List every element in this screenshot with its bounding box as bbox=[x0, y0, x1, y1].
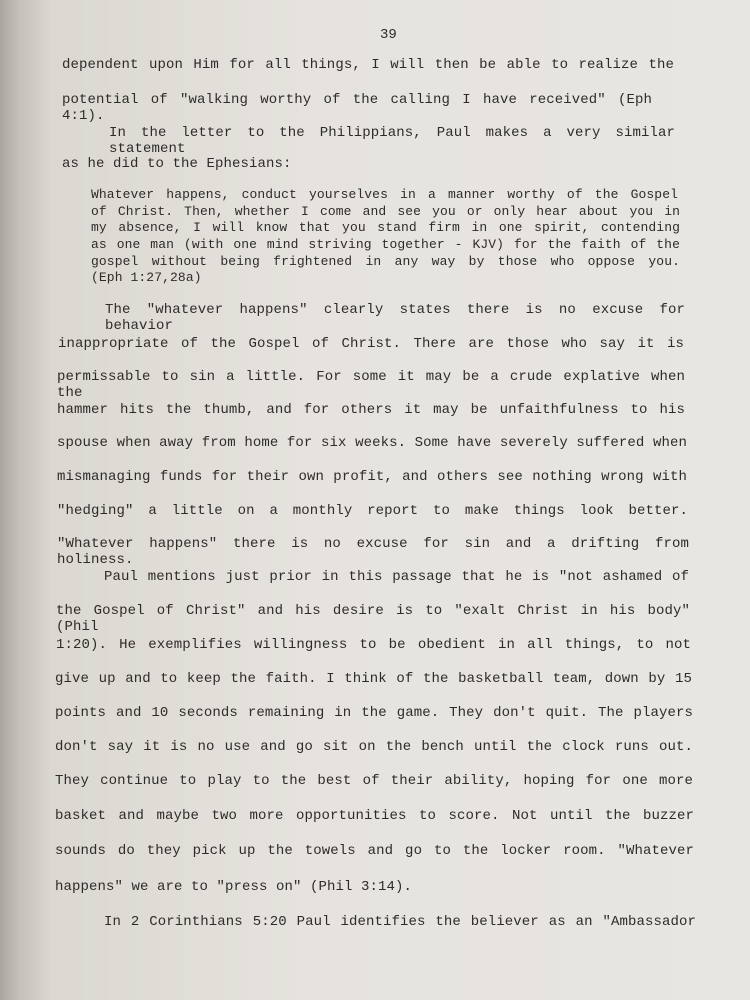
body-line-2: inappropriate of the Gospel of Christ. There are those who say it is bbox=[58, 336, 684, 352]
body-line-1: The "whatever happens" clearly states there is no excuse for behavior bbox=[105, 302, 685, 334]
document-page bbox=[22, 0, 750, 1000]
quote-line-4: as one man (with one mind striving together - KJV) for the faith of the bbox=[91, 237, 680, 252]
body-line-14: don't say it is no use and go sit on the bench until the clock runs out. bbox=[55, 739, 693, 755]
body-line-8: "Whatever happens" there is no excuse for sin and a drifting from holiness. bbox=[57, 536, 689, 568]
body-line-17: sounds do they pick up the towels and go to the locker room. "Whatever bbox=[55, 843, 694, 859]
quote-line-2: of Christ. Then, whether I come and see you or only hear about you in bbox=[91, 204, 680, 219]
body-line-13: points and 10 seconds remaining in the game. They don't quit. The players bbox=[55, 705, 693, 721]
page-number: 39 bbox=[380, 27, 397, 43]
page-binding-shadow bbox=[0, 0, 22, 1000]
body-line-12: give up and to keep the faith. I think of the basketball team, down by 15 bbox=[55, 671, 692, 687]
body-line-10: the Gospel of Christ" and his desire is to "exalt Christ in his body" (Phil bbox=[56, 603, 690, 635]
quote-line-3: my absence, I will know that you stand firm in one spirit, contending bbox=[91, 220, 680, 235]
quote-line-1: Whatever happens, conduct yourselves in a manner worthy of the Gospel bbox=[91, 187, 678, 202]
paragraph-2-line-1: In the letter to the Philippians, Paul makes a very similar statement bbox=[109, 125, 675, 157]
body-line-18: happens" we are to "press on" (Phil 3:14). bbox=[55, 879, 413, 895]
quote-citation: (Eph 1:27,28a) bbox=[91, 270, 202, 285]
body-line-5: spouse when away from home for six weeks. Some have severely suffered when bbox=[57, 435, 687, 451]
body-line-9: Paul mentions just prior in this passage that he is "not ashamed of bbox=[104, 569, 689, 585]
paragraph-2-line-2: as he did to the Ephesians: bbox=[62, 156, 292, 172]
body-line-7: "hedging" a little on a monthly report to make things look better. bbox=[57, 503, 688, 519]
quote-line-5: gospel without being frightened in any way by those who oppose you. bbox=[91, 254, 680, 269]
body-line-16: basket and maybe two more opportunities to score. Not until the buzzer bbox=[55, 808, 694, 824]
paragraph-1-line-2: potential of "walking worthy of the calling I have received" (Eph 4:1). bbox=[62, 92, 652, 124]
body-line-11: 1:20). He exemplifies willingness to be obedient in all things, to not bbox=[56, 637, 691, 653]
body-line-19: In 2 Corinthians 5:20 Paul identifies the believer as an "Ambassador bbox=[104, 914, 696, 930]
body-line-15: They continue to play to the best of their ability, hoping for one more bbox=[55, 773, 693, 789]
body-line-3: permissable to sin a little. For some it may be a crude explative when the bbox=[57, 369, 685, 401]
paragraph-1-line-1: dependent upon Him for all things, I will then be able to realize the bbox=[62, 57, 674, 73]
body-line-4: hammer hits the thumb, and for others it may be unfaithfulness to his bbox=[57, 402, 685, 418]
body-line-6: mismanaging funds for their own profit, and others see nothing wrong with bbox=[57, 469, 687, 485]
